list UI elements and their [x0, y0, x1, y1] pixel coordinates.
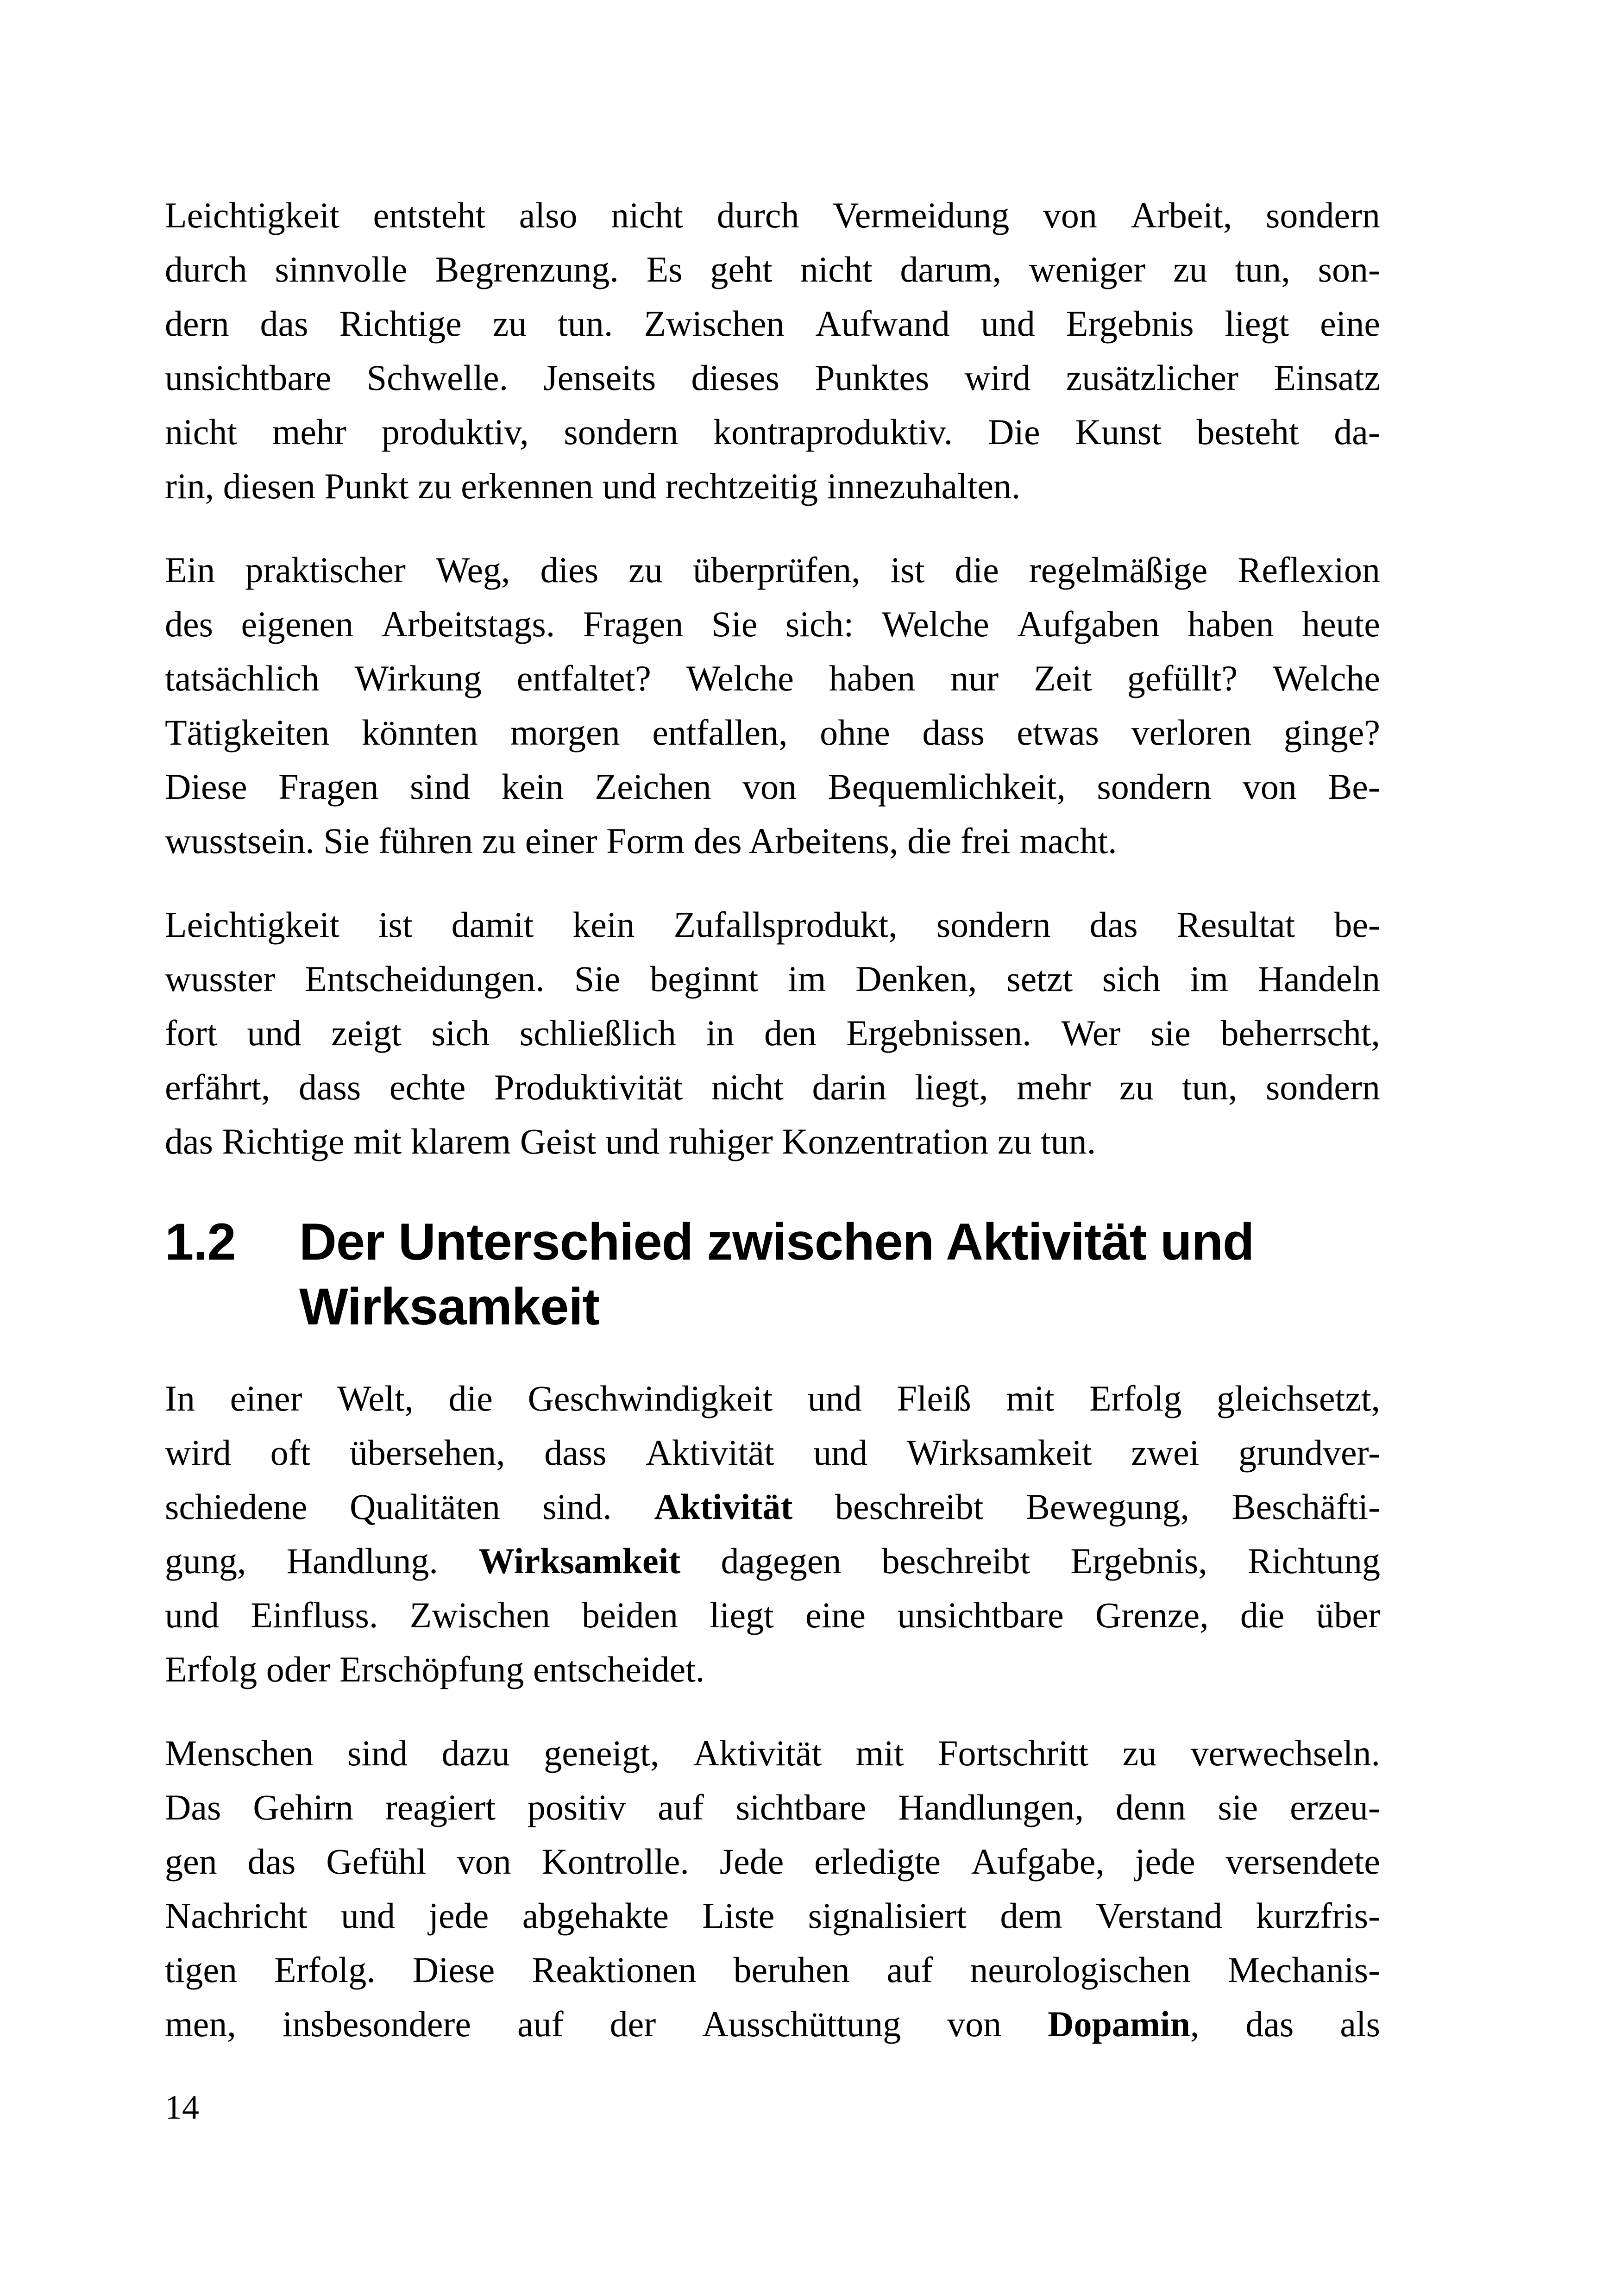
text-line: men, insbesondere auf der Ausschüttung von Dopamin, das als: [165, 2004, 1380, 2044]
text-line: Tätigkeiten könnten morgen entfallen, ohne dass etwas verloren ginge?: [165, 712, 1380, 753]
section-heading: [165, 1210, 1380, 1339]
section-heading-line: Der Unterschied zwischen Aktivität und: [299, 1213, 1254, 1271]
text-line: wusstsein. Sie führen zu einer Form des Arbeitens, die frei macht.: [165, 821, 1117, 861]
text-line: fort und zeigt sich schließlich in den Ergebnissen. Wer sie beherrscht,: [165, 1013, 1380, 1053]
text-line: erfährt, dass echte Produktivität nicht darin liegt, mehr zu tun, sondern: [165, 1067, 1380, 1107]
text-line: In einer Welt, die Geschwindigkeit und Fleiß mit Erfolg gleichsetzt,: [165, 1378, 1380, 1418]
paragraph: [165, 543, 1380, 868]
section-heading-line: Wirksamkeit: [299, 1278, 599, 1336]
text-line: Erfolg oder Erschöpfung entscheidet.: [165, 1649, 705, 1689]
text-line: tatsächlich Wirkung entfaltet? Welche haben nur Zeit gefüllt? Welche: [165, 658, 1380, 698]
paragraph: [165, 1371, 1380, 1696]
text-line: Leichtigkeit ist damit kein Zufallsprodukt, sondern das Resultat be-: [165, 904, 1380, 945]
text-line: schiedene Qualitäten sind. Aktivität beschreibt Bewegung, Beschäfti-: [165, 1487, 1380, 1527]
page-number: 14: [165, 2089, 199, 2127]
text-line: gung, Handlung. Wirksamkeit dagegen beschreibt Ergebnis, Richtung: [165, 1541, 1380, 1581]
text-line: Leichtigkeit entsteht also nicht durch Vermeidung von Arbeit, sondern: [165, 195, 1380, 235]
text-line: Ein praktischer Weg, dies zu überprüfen, ist die regelmäßige Reflexion: [165, 550, 1380, 590]
paragraph: [165, 1726, 1380, 2051]
text-line: Menschen sind dazu geneigt, Aktivität mit Fortschritt zu verwechseln.: [165, 1733, 1380, 1773]
text-line: und Einfluss. Zwischen beiden liegt eine unsichtbare Grenze, die über: [165, 1595, 1380, 1635]
text-line: des eigenen Arbeitstags. Fragen Sie sich: Welche Aufgaben haben heute: [165, 604, 1380, 644]
text-line: durch sinnvolle Begrenzung. Es geht nicht darum, weniger zu tun, son-: [165, 249, 1380, 289]
text-line: unsichtbare Schwelle. Jenseits dieses Punktes wird zusätzlicher Einsatz: [165, 358, 1380, 398]
text-line: tigen Erfolg. Diese Reaktionen beruhen auf neurologischen Mechanis-: [165, 1950, 1380, 1990]
text-line: wird oft übersehen, dass Aktivität und Wirksamkeit zwei grundver-: [165, 1432, 1380, 1473]
text-line: Diese Fragen sind kein Zeichen von Bequemlichkeit, sondern von Be-: [165, 766, 1380, 807]
text-line: wusster Entscheidungen. Sie beginnt im Denken, setzt sich im Handeln: [165, 959, 1380, 999]
text-line: Das Gehirn reagiert positiv auf sichtbare Handlungen, denn sie erzeu-: [165, 1787, 1380, 1827]
text-line: dern das Richtige zu tun. Zwischen Aufwand und Ergebnis liegt eine: [165, 303, 1380, 344]
text-line: Nachricht und jede abgehakte Liste signalisiert dem Verstand kurzfris-: [165, 1895, 1380, 1936]
text-line: das Richtige mit klarem Geist und ruhiger Konzentration zu tun.: [165, 1121, 1096, 1161]
paragraph: [165, 188, 1380, 513]
text-line: rin, diesen Punkt zu erkennen und rechtzeitig innezuhalten.: [165, 466, 1021, 506]
paragraph: [165, 897, 1380, 1168]
content-blocks: [165, 188, 1380, 2051]
text-line: nicht mehr produktiv, sondern kontraproduktiv. Die Kunst besteht da-: [165, 412, 1380, 452]
text-line: gen das Gefühl von Kontrolle. Jede erledigte Aufgabe, jede versendete: [165, 1841, 1380, 1882]
section-heading-lines: [299, 1210, 1380, 1339]
section-number: 1.2: [165, 1213, 236, 1271]
